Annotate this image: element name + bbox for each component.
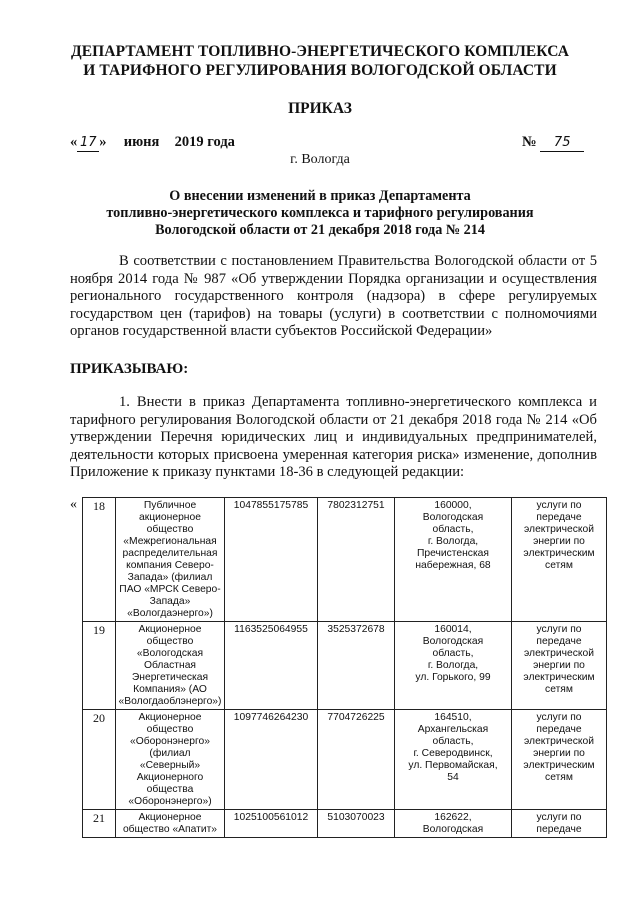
org-service: услуги по передаче электрической энергии по электрическим сетям xyxy=(512,498,607,622)
org-service: услуги по передаче электрической энергии по электрическим сетям xyxy=(512,710,607,810)
org-name: Акционерное общество «Оборонэнерго» (филиал «Северный» Акционерного общества «Оборонэнерго») xyxy=(116,710,225,810)
org-inn: 3525372678 xyxy=(318,622,395,710)
date-close-quote: » xyxy=(99,134,107,150)
organizations-table xyxy=(82,497,607,838)
org-ogrn: 1025100561012 xyxy=(225,810,318,838)
table-row xyxy=(83,710,607,810)
preamble-paragraph xyxy=(70,253,597,341)
number-value-line: 75 xyxy=(540,134,584,152)
subject-line-2: топливно-энергетического комплекса и тарифного регулирования xyxy=(106,205,534,221)
org-address: 160014, Вологодская область, г. Вологда, ул. Горького, 99 xyxy=(395,622,512,710)
org-ogrn: 1163525064955 xyxy=(225,622,318,710)
subject-line-3: Вологодской области от 21 декабря 2018 года № 214 xyxy=(155,222,485,238)
preamble-text: В соответствии с постановлением Правительства Вологодской области от 5 ноября 2014 года № 987 «Об утверждении Порядка организации и осуществления регионального государственного контроля (надзора) в сфере регулируемых государством цен (тарифов) на товары (услуги) в соответствии с полномочиями органов государственной власти субъектов Российской Федерации» xyxy=(70,253,597,340)
row-number: 18 xyxy=(83,498,116,622)
item-1-paragraph xyxy=(70,394,597,482)
org-ogrn: 1047855175785 xyxy=(225,498,318,622)
number-sign: № xyxy=(522,134,537,150)
table-row xyxy=(83,498,607,622)
org-inn: 7802312751 xyxy=(318,498,395,622)
item-1-text: 1. Внести в приказ Департамента топливно-энергетического комплекса и тарифного регулирования Вологодской области от 21 декабря 2018 года № 214 «Об утверждении Перечня юридических лиц и индивидуальных предпринимателей, деятельности которых присвоена умеренная категория риска» изменение, дополнив Приложение к приказу пунктами 18-36 в следующей редакции: xyxy=(70,394,597,481)
department-line-2: И ТАРИФНОГО РЕГУЛИРОВАНИЯ ВОЛОГОДСКОЙ ОБЛАСТИ xyxy=(83,62,557,79)
city: г. Вологда xyxy=(290,152,350,167)
department-header xyxy=(0,42,640,80)
date-open-quote: « xyxy=(70,134,78,150)
org-service: услуги по передаче xyxy=(512,810,607,838)
date-line xyxy=(70,134,235,152)
document-type: ПРИКАЗ xyxy=(288,100,352,117)
department-line-1: ДЕПАРТАМЕНТ ТОПЛИВНО-ЭНЕРГЕТИЧЕСКОГО КОМПЛЕКСА xyxy=(70,43,570,60)
org-name: Акционерное общество «Апатит» xyxy=(116,810,225,838)
org-inn: 5103070023 xyxy=(318,810,395,838)
org-inn: 7704726225 xyxy=(318,710,395,810)
row-number: 20 xyxy=(83,710,116,810)
date-day: 17 xyxy=(77,134,99,152)
subject-line-1: О внесении изменений в приказ Департамента xyxy=(169,188,471,204)
decree-heading: ПРИКАЗЫВАЮ: xyxy=(70,361,189,377)
org-name: Публичное акционерное общество «Межрегиональная распределительная компания Северо- Запада» (филиал ПАО «МРСК Северо- Запада» «Вологдаэнерго») xyxy=(116,498,225,622)
date-year-word: года xyxy=(207,134,235,150)
org-service: услуги по передаче электрической энергии по электрическим сетям xyxy=(512,622,607,710)
table-open-quote: « xyxy=(70,497,77,512)
org-ogrn: 1097746264230 xyxy=(225,710,318,810)
org-name: Акционерное общество «Вологодская Областная Энергетическая Компания» (АО «Вологдаоблэнерго») xyxy=(116,622,225,710)
subject-title xyxy=(0,188,640,239)
org-address: 160000, Вологодская область, г. Вологда, Пречистенская набережная, 68 xyxy=(395,498,512,622)
order-number xyxy=(522,134,584,152)
table-row xyxy=(83,810,607,838)
date-year: 2019 xyxy=(174,134,204,150)
date-month: июня xyxy=(123,134,160,150)
org-address: 164510, Архангельская область, г. Северодвинск, ул. Первомайская, 54 xyxy=(395,710,512,810)
row-number: 19 xyxy=(83,622,116,710)
org-address: 162622, Вологодская xyxy=(395,810,512,838)
table-row xyxy=(83,622,607,710)
row-number: 21 xyxy=(83,810,116,838)
